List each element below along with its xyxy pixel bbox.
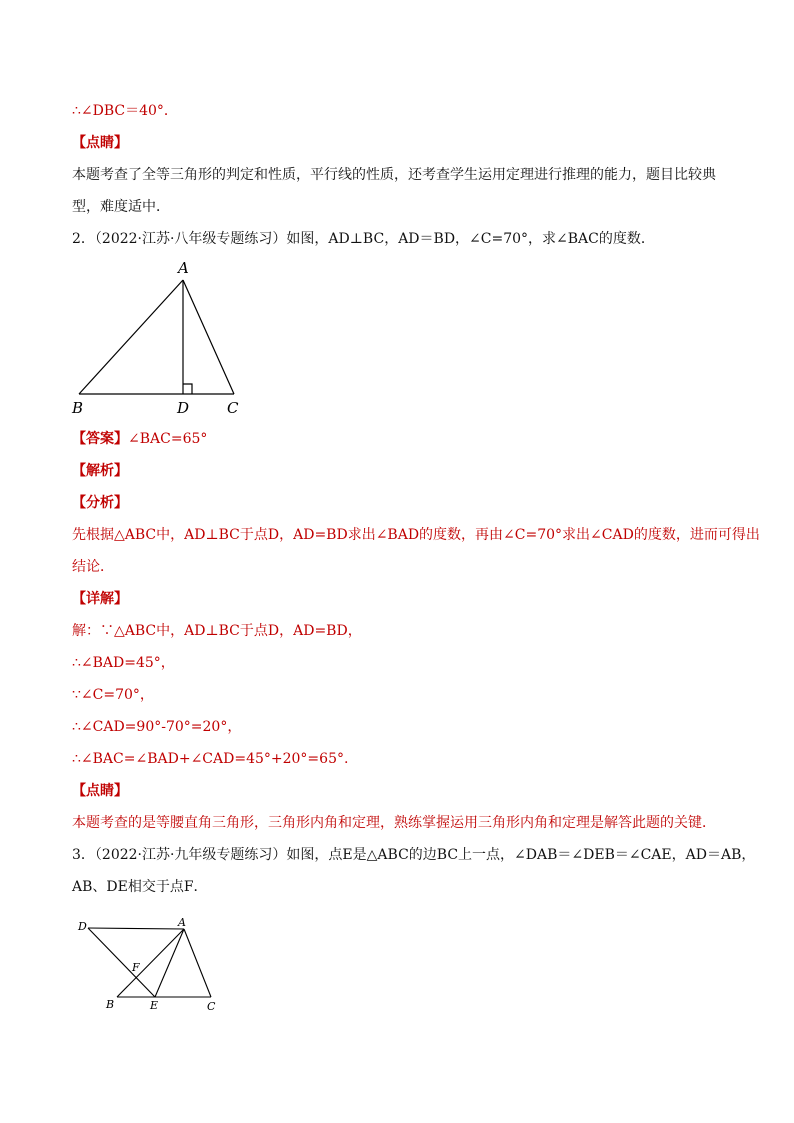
label-e3: E [150, 999, 159, 1012]
fenxi-text-line2: 结论． [72, 559, 114, 575]
step-1: 解：∵△ABC中，AD⊥BC于点D，AD=BD， [72, 623, 362, 639]
label-b3: B [106, 998, 115, 1011]
answer-value: ∠BAC=65° [128, 431, 208, 447]
dianjing-text-line1: 本题考查了全等三角形的判定和性质，平行线的性质，还考查学生运用定理进行推理的能力，题目比较典 [72, 167, 716, 183]
label-d: D [177, 399, 190, 417]
answer-label: 【答案】 [72, 431, 128, 447]
segment-ae [155, 929, 184, 997]
side-ac [183, 280, 234, 394]
side-ab [79, 280, 183, 394]
dianjing-heading: 【点睛】 [72, 135, 128, 151]
q3-figure [72, 912, 242, 1022]
segment-da [88, 928, 184, 929]
jiexi-heading: 【解析】 [72, 463, 128, 479]
label-d3: D [78, 920, 87, 933]
dianjing-text-line2: 型，难度适中． [72, 199, 170, 215]
step-4: ∴∠CAD=90°-70°=20°， [72, 719, 242, 735]
answer-line [72, 429, 207, 449]
segment-ab [117, 929, 184, 997]
label-f3: F [132, 961, 140, 974]
q2-triangle-figure [66, 256, 266, 418]
dianjing2-heading: 【点睛】 [72, 783, 128, 799]
label-c: C [227, 399, 239, 417]
xiangjie-heading: 【详解】 [72, 591, 128, 607]
q3-stem-line1: 3．（2022·江苏·九年级专题练习）如图，点E是△ABC的边BC上一点，∠DAB＝∠DEB＝∠CAE，AD＝AB， [72, 847, 756, 863]
step-5: ∴∠BAC=∠BAD+∠CAD=45°+20°=65°. [72, 751, 349, 767]
fenxi-text-line1: 先根据△ABC中，AD⊥BC于点D，AD=BD求出∠BAD的度数，再由∠C=70°求出∠CAD的度数，进而可得出 [72, 527, 760, 543]
q2-stem: 2．（2022·江苏·八年级专题练习）如图，AD⊥BC，AD＝BD，∠C=70°，求∠BAC的度数． [72, 231, 655, 247]
label-a3: A [178, 916, 186, 929]
right-angle-mark [183, 384, 192, 394]
label-a: A [178, 259, 189, 277]
step-3: ∵∠C=70°， [72, 687, 154, 703]
label-b: B [72, 399, 84, 417]
step-2: ∴∠BAD=45°， [72, 655, 175, 671]
dianjing2-text: 本题考查的是等腰直角三角形，三角形内角和定理，熟练掌握运用三角形内角和定理是解答此题的关键． [72, 815, 716, 831]
label-c3: C [207, 1000, 216, 1013]
segment-de [88, 928, 155, 997]
q3-stem-line2: AB、DE相交于点F． [72, 879, 208, 895]
segment-ac [184, 929, 211, 997]
fenxi-heading: 【分析】 [72, 495, 128, 511]
conclusion-line: ∴∠DBC＝40°． [72, 103, 178, 119]
